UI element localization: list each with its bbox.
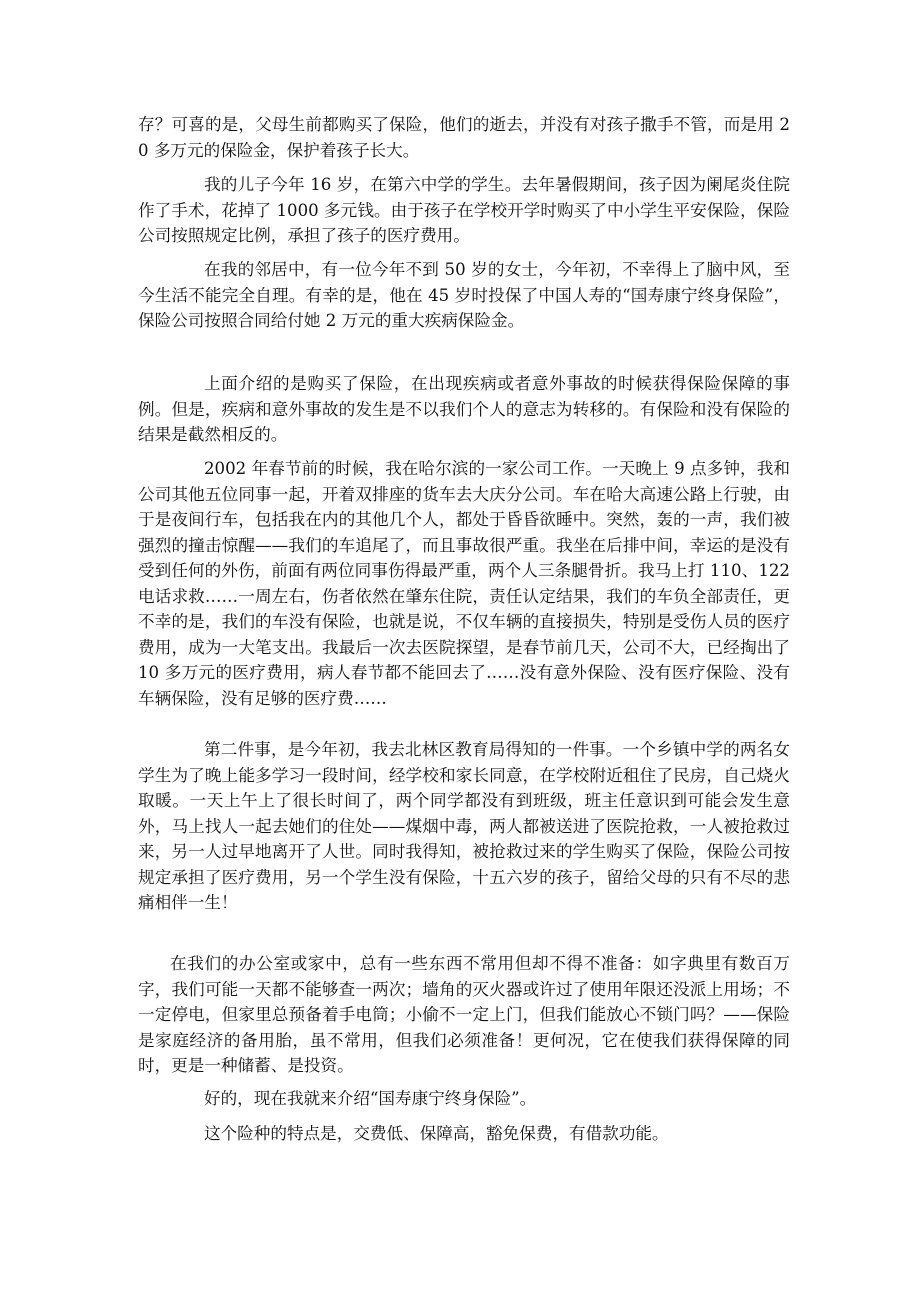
paragraph-8: 好的，现在我就来介绍“国寿康宁终身保险”。 — [204, 1089, 537, 1108]
paragraph-3: 在我的邻居中，有一位今年不到 50 岁的女士，今年初，不幸得上了脑中风，至今生活不能完全自理。有幸的是，他在 45 岁时投保了中国人寿的“国寿康宁终身保险”，保险公司按照合同给付她 2 万元的重大疾病保险金。 — [138, 260, 790, 330]
paragraph-6: 第二件事，是今年初，我去北林区教育局得知的一件事。一个乡镇中学的两名女学生为了晚上能多学习一段时间，经学校和家长同意，在学校附近租住了民房，自己烧火取暖。一天上午上了很长时间了，两个同学都没有到班级，班主任意识到可能会发生意外，马上找人一起去她们的住处——煤烟中毒，两人都被送进了医院抢救，一人被抢救过来，另一人过早地离开了人世。同时我得知，被抢救过来的学生购买了保险，保险公司按规定承担了医疗费用，另一个学生没有保险，十五六岁的孩子，留给父母的只有不尽的悲痛相伴一生！ — [138, 740, 790, 912]
paragraph-7: 在我们的办公室或家中，总有一些东西不常用但却不得不准备：如字典里有数百万字，我们可能一天都不能够查一两次；墙角的灭火器或许过了使用年限还没派上用场；不一定停电，但家里总预备着手电筒；小偷不一定上门，但我们能放心不锁门吗？——保险是家庭经济的备用胎，虽不常用，但我们必须准备！更何况，它在使我们获得保障的同时，更是一种储蓄、是投资。 — [138, 954, 790, 1075]
paragraph-4: 上面介绍的是购买了保险，在出现疾病或者意外事故的时候获得保险保障的事例。但是，疾病和意外事故的发生是不以我们个人的意志为转移的。有保险和没有保险的结果是截然相反的。 — [138, 374, 790, 444]
paragraph-1: 存？可喜的是，父母生前都购买了保险，他们的逝去，并没有对孩子撒手不管，而是用 20 多万元的保险金，保护着孩子长大。 — [138, 115, 790, 160]
paragraph-5: 2002 年春节前的时候，我在哈尔滨的一家公司工作。一天晚上 9 点多钟，我和公司其他五位同事一起，开着双排座的货车去大庆分公司。车在哈大高速公路上行驶，由于是夜间行车，包括我在内的其他几个人，都处于昏昏欲睡中。突然，轰的一声，我们被强烈的撞击惊醒——我们的车追尾了，而且事故很严重。我坐在后排中间，幸运的是没有受到任何的外伤，前面有两位同事伤得最严重，两个人三条腿骨折。我马上打 110、122 电话求救……一周左右，伤者依然在肇东住院，责任认定结果，我们的车负全部责任，更不幸的是，我们的车没有保险，也就是说，不仅车辆的直接损失，特别是受伤人员的医疗费用，成为一大笔支出。我最后一次去医院探望，是春节前几天，公司不大，已经掏出了 10 多万元的医疗费用，病人春节都不能回去了……没有意外保险、没有医疗保险、没有车辆保险，没有足够的医疗费…… — [138, 459, 790, 708]
paragraph-2: 我的儿子今年 16 岁，在第六中学的学生。去年暑假期间，孩子因为阑尾炎住院作了手术，花掉了 1000 多元钱。由于孩子在学校开学时购买了中小学生平安保险，保险公司按照规定比例，承担了孩子的医疗费用。 — [138, 175, 790, 245]
paragraph-9: 这个险种的特点是，交费低、保障高，豁免保费，有借款功能。 — [204, 1124, 669, 1143]
